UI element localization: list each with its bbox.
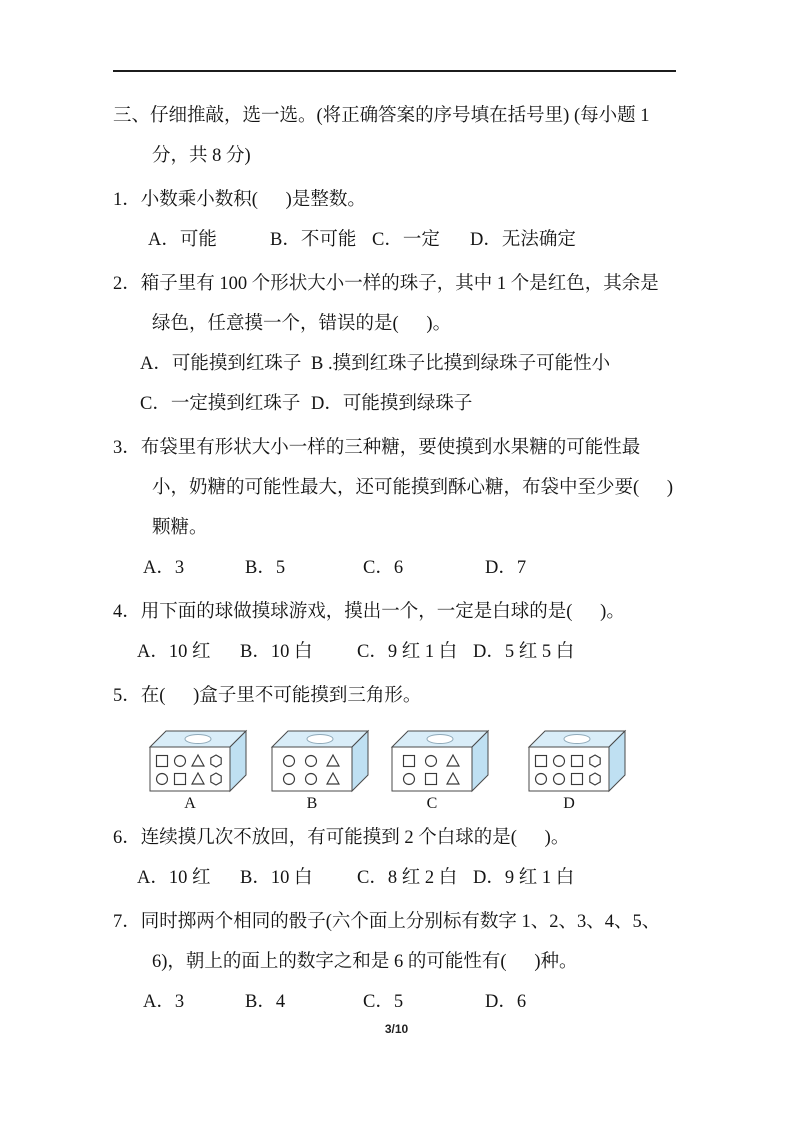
question-2-number: 2． [113,274,141,294]
option-a: A．3 [143,558,185,578]
option-c: C．6 [363,558,404,578]
section-heading-line1: 三、仔细推敲，选一选。(将正确答案的序号填在括号里) (每小题 1 [113,106,650,126]
box-a-label: A [184,795,196,812]
question-4-line: 用下面的球做摸球游戏，摸出一个，一定是白球的是( )。 [140,602,625,622]
question-3 [113,428,680,588]
question-6-options [113,858,680,898]
question-5-number: 5． [113,686,141,706]
question-4-options [113,632,680,672]
option-b: B．5 [245,558,286,578]
box-b-label: B [306,795,318,812]
question-4 [113,592,680,672]
question-1-text [113,180,680,220]
question-2-line: 箱子里有 100 个形状大小一样的珠子，其中 1 个是红色，其余是 [140,274,659,294]
question-2-line2: 绿色，任意摸一个，错误的是( )。 [152,314,452,334]
option-a: A．可能摸到红珠子 [140,354,302,374]
option-d: D．7 [485,558,527,578]
question-5-illustration [113,716,680,814]
question-6-line: 连续摸几次不放回，有可能摸到 2 个白球的是( )。 [140,828,570,848]
question-3-line2: 小，奶糖的可能性最大，还可能摸到酥心糖，布袋中至少要( ) [152,478,674,498]
option-c: C．9 红 1 白 [357,642,458,662]
question-5 [113,676,680,814]
question-7 [113,902,680,1022]
option-b: B .摸到红珠子比摸到绿珠子可能性小 [311,354,611,374]
option-a: A．可能 [148,230,217,250]
option-a: A．10 红 [137,642,211,662]
page-number: 3/10 [384,1022,409,1036]
question-4-number: 4． [113,602,141,622]
top-divider-rule [113,70,676,72]
question-7-options [113,982,680,1022]
box-hole-icon [307,735,333,744]
question-6 [113,818,680,898]
question-2-options-row2 [113,384,680,424]
box-hole-icon [427,735,453,744]
page-content [113,96,680,1022]
question-3-line3: 颗糖。 [152,518,208,538]
question-5-text [113,676,680,716]
option-c: C．5 [363,992,404,1012]
question-7-line: 同时掷两个相同的骰子(六个面上分别标有数字 1、2、3、4、5、 [140,912,661,932]
question-1-line: 小数乘小数积( )是整数。 [140,190,366,210]
answer-box-b [270,728,370,814]
option-c: C．一定摸到红珠子 [140,394,301,414]
box-hole-icon [564,735,590,744]
option-b: B．10 白 [240,868,313,888]
box-b-illustration [270,728,370,794]
box-d-illustration [527,728,627,794]
question-1-number: 1． [113,190,141,210]
question-7-number: 7． [113,912,141,932]
question-3-number: 3． [113,438,141,458]
question-1-options [113,220,680,260]
option-c: C．8 红 2 白 [357,868,458,888]
question-7-text [113,902,680,942]
answer-box-c [390,728,490,814]
question-2 [113,264,680,424]
question-6-text [113,818,680,858]
question-5-line: 在( )盒子里不可能摸到三角形。 [140,686,422,706]
question-1 [113,180,680,260]
question-3-line: 布袋里有形状大小一样的三种糖，要使摸到水果糖的可能性最 [140,438,641,458]
question-3-options [113,548,680,588]
section-heading-line2: 分，共 8 分) [152,146,251,166]
option-d: D．无法确定 [470,230,576,250]
box-hole-icon [185,735,211,744]
option-b: B．4 [245,992,286,1012]
option-d: D．可能摸到绿珠子 [311,394,473,414]
question-2-options-row1 [113,344,680,384]
option-a: A．10 红 [137,868,211,888]
option-a: A．3 [143,992,185,1012]
option-d: D．5 红 5 白 [473,642,575,662]
question-6-number: 6． [113,828,141,848]
box-c-label: C [426,795,438,812]
option-c: C．一定 [372,230,440,250]
question-3-text [113,428,680,468]
box-c-illustration [390,728,490,794]
box-d-label: D [563,795,575,812]
box-a-illustration [148,728,248,794]
question-4-text [113,592,680,632]
question-7-line2: 6)，朝上的面上的数字之和是 6 的可能性有( )种。 [152,952,578,972]
question-2-text [113,264,680,304]
answer-box-d [527,728,627,814]
answer-box-a [148,728,248,814]
option-b: B．不可能 [270,230,357,250]
option-b: B．10 白 [240,642,313,662]
option-d: D．6 [485,992,527,1012]
option-d: D．9 红 1 白 [473,868,575,888]
